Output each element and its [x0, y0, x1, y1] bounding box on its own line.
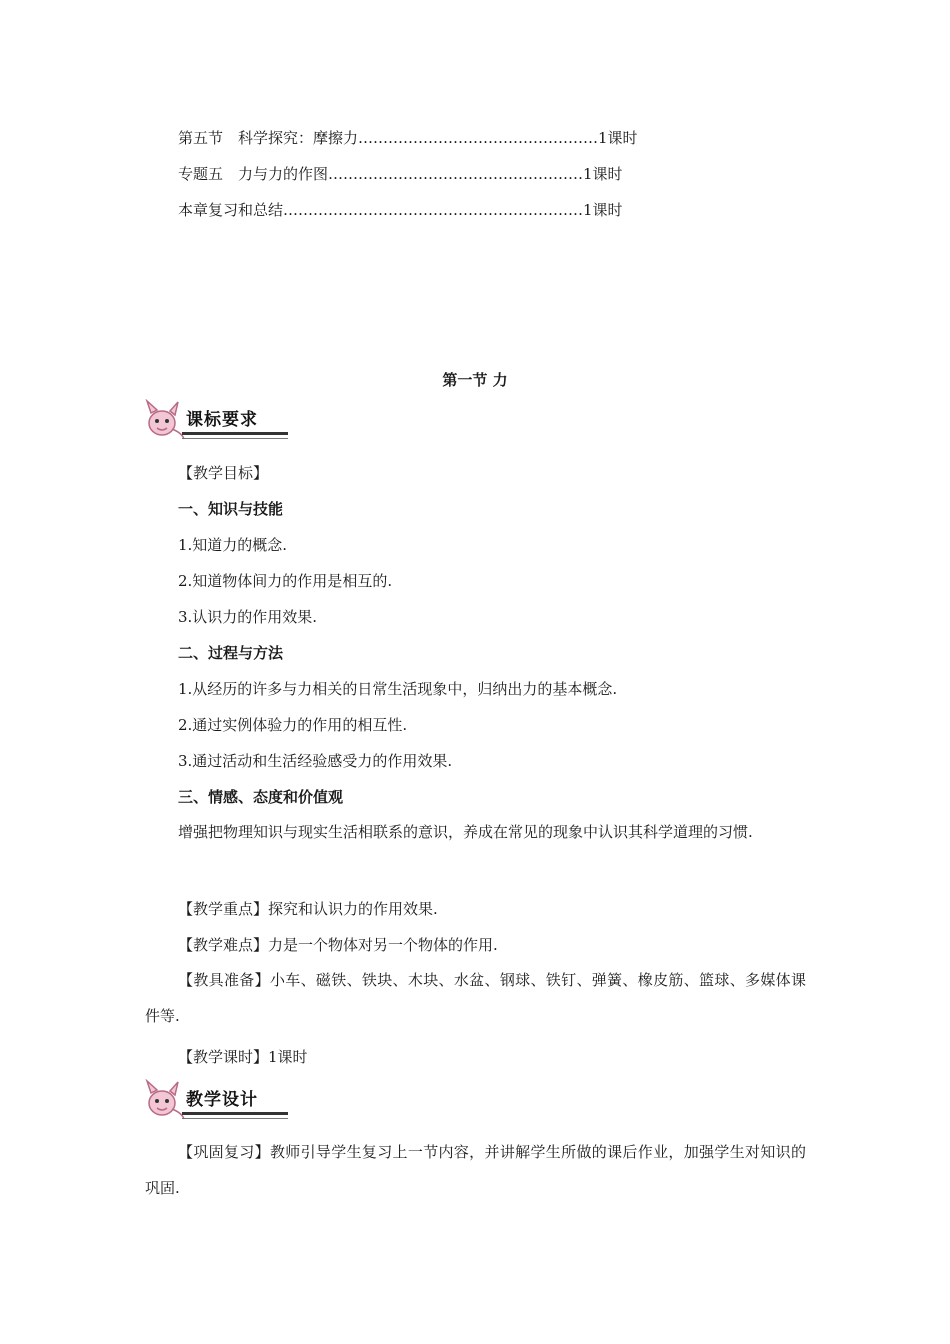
key-point: 【教学重点】探究和认识力的作用效果. — [178, 900, 438, 918]
emotion-heading: 三、情感、态度和价值观 — [178, 788, 344, 806]
list-item: 1.从经历的许多与力相关的日常生活现象中，归纳出力的基本概念. — [178, 680, 618, 698]
list-item: 3.认识力的作用效果. — [178, 608, 318, 626]
banner-underline-thin — [182, 1118, 288, 1119]
cartoon-icon — [142, 399, 186, 441]
curriculum-banner — [142, 399, 288, 441]
emotion-paragraph: 增强把物理知识与现实生活相联系的意识，养成在常见的现象中认识其科学道理的习惯. — [178, 823, 753, 841]
class-hours: 【教学课时】1课时 — [178, 1048, 308, 1066]
process-heading: 二、过程与方法 — [178, 644, 284, 662]
toc-entry: 专题五 力与力的作图……………………………………………1课时 — [178, 165, 623, 183]
list-item: 3.通过活动和生活经验感受力的作用效果. — [178, 752, 453, 770]
list-item: 2.知道物体间力的作用是相互的. — [178, 572, 393, 590]
banner-underline — [182, 432, 288, 435]
toc-entry: 第五节 科学探究：摩擦力…………………………………………1课时 — [178, 129, 638, 147]
review-paragraph: 【巩固复习】教师引导学生复习上一节内容，并讲解学生所做的课后作业，加强学生对知识的巩固. — [145, 1143, 806, 1197]
list-item: 2.通过实例体验力的作用的相互性. — [178, 716, 408, 734]
toc-entry: 本章复习和总结……………………………………………………1课时 — [178, 201, 623, 219]
banner-underline — [182, 1112, 288, 1115]
objectives-heading: 【教学目标】 — [178, 464, 269, 482]
list-item: 1.知道力的概念. — [178, 536, 288, 554]
section-title: 第一节 力 — [442, 371, 508, 389]
banner-label: 课标要求 — [186, 410, 258, 430]
banner-underline-thin — [182, 438, 288, 439]
knowledge-heading: 一、知识与技能 — [178, 500, 284, 518]
design-banner — [142, 1079, 288, 1121]
cartoon-icon — [142, 1079, 186, 1121]
banner-label: 教学设计 — [186, 1090, 258, 1110]
equipment-paragraph: 【教具准备】小车、磁铁、铁块、木块、水盆、钢球、铁钉、弹簧、橡皮筋、篮球、多媒体课件等. — [145, 971, 806, 1025]
difficulty: 【教学难点】力是一个物体对另一个物体的作用. — [178, 936, 498, 954]
